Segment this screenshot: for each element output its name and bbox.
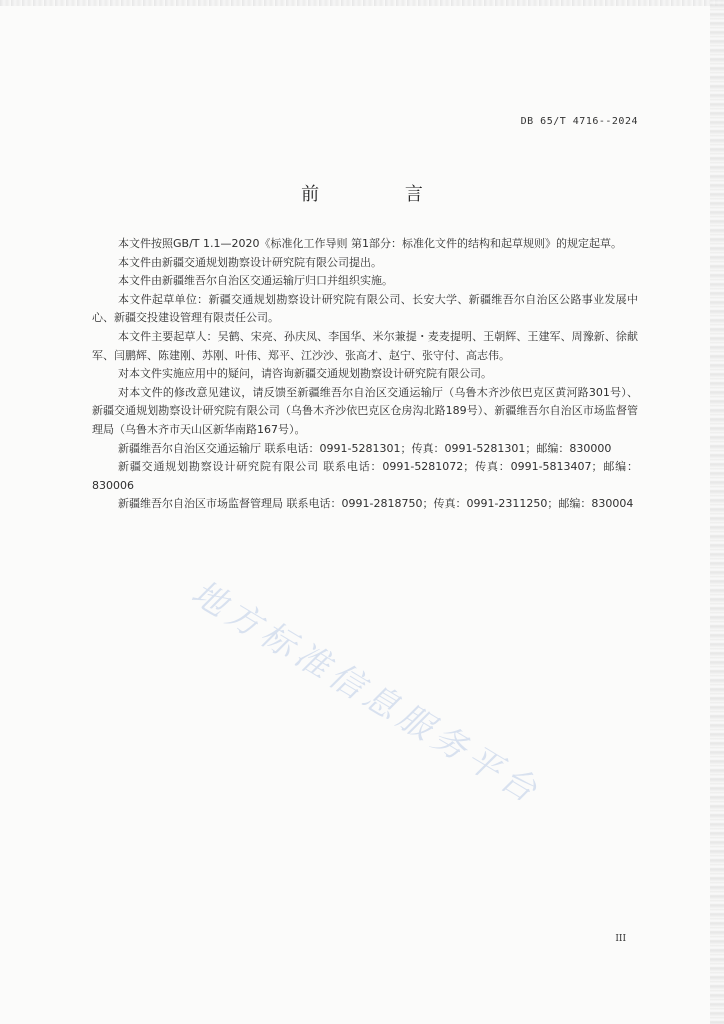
paragraph-drafting-units: 本文件起草单位：新疆交通规划勘察设计研究院有限公司、长安大学、新疆维吾尔自治区公路事业发展中心、新疆交投建设管理有限责任公司。: [92, 292, 638, 325]
contact-transport-dept: 新疆维吾尔自治区交通运输厅 联系电话：0991-5281301；传真：0991-5281301；邮编：830000: [118, 441, 612, 455]
paragraph-feedback: 对本文件的修改意见建议，请反馈至新疆维吾尔自治区交通运输厅（乌鲁木齐沙依巴克区黄河路301号）、新疆交通规划勘察设计研究院有限公司（乌鲁木齐沙依巴克区仓房沟北路189号）、新疆维吾尔自治区市场监督管理局（乌鲁木齐市天山区新华南路167号）。: [92, 385, 638, 436]
paragraph-administrator: 本文件由新疆维吾尔自治区交通运输厅归口并组织实施。: [118, 274, 393, 288]
contact-market-regulation: 新疆维吾尔自治区市场监督管理局 联系电话：0991-2818750；传真：0991-2311250；邮编：830004: [118, 497, 634, 511]
document-code: DB 65/T 4716--2024: [520, 116, 638, 127]
paragraph-inquiries: 对本文件实施应用中的疑问，请咨询新疆交通规划勘察设计研究院有限公司。: [118, 367, 492, 381]
paragraph-drafters: 本文件主要起草人：吴鹤、宋亮、孙庆凤、李国华、米尔兼提・麦麦提明、王朝辉、王建军、周豫新、徐献军、闫鹏辉、陈建刚、苏刚、叶伟、郑平、江沙沙、张高才、赵宁、张守付、高志伟。: [92, 329, 638, 362]
page-number: III: [615, 934, 626, 944]
scan-top-edge: [0, 0, 724, 6]
paragraph-proposer: 本文件由新疆交通规划勘察设计研究院有限公司提出。: [118, 255, 382, 269]
foreword-body: [92, 235, 638, 514]
paragraph-drafting-rule: 本文件按照GB/T 1.1—2020《标准化工作导则 第1部分：标准化文件的结构和起草规则》的规定起草。: [118, 237, 622, 250]
section-title: 前 言: [301, 184, 463, 205]
watermark: 地方标准信息服务平台: [184, 572, 548, 814]
scan-right-edge: [710, 0, 724, 1024]
contact-design-institute: 新疆交通规划勘察设计研究院有限公司 联系电话：0991-5281072；传真：0991-5813407；邮编：830006: [92, 460, 638, 492]
